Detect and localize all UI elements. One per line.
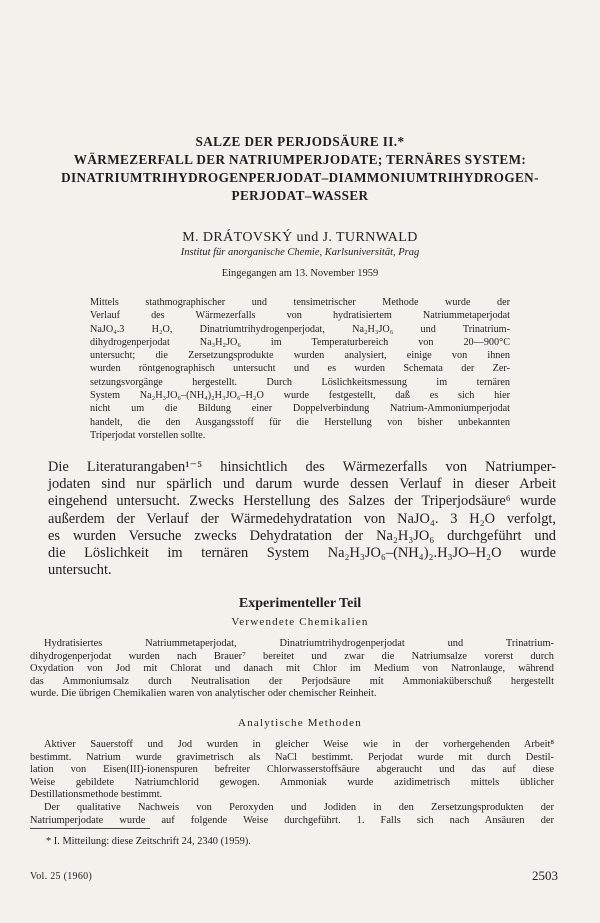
volume-label: Vol. 25 (1960)	[30, 871, 93, 882]
paragraph-line: Oxydation von Jod mit Chlorat und danach mit Chlor im Medium von Natronlauge, während	[30, 663, 554, 675]
title-line-3: DINATRIUMTRIHYDROGENPERJODAT–DIAMMONIUMTRIHYDROGEN-	[61, 170, 539, 185]
abstract	[90, 296, 510, 442]
paragraph-line: lation von Eisen(III)-ionenspuren befreiter Chlorwasserstoffsäure abgeraucht und das auf diese	[30, 764, 554, 776]
paragraph-line: Natriumperjodate wurde auf folgende Weise durchgeführt. 1. Falls sich nach Ansäuren der	[30, 814, 554, 826]
methods-paragraph	[30, 739, 554, 827]
abstract-line: System Na₂H₃JO₆–(NH₄)₂H₃JO₆–H₂O wurde festgestellt, daß es sich hier	[90, 390, 510, 402]
abstract-line: untersucht; die Zersetzungsprodukte wurden analysiert, einige von ihnen	[90, 350, 510, 362]
abstract-line: dihydrogenperjodat Na₃H₂JO₆ im Temperaturbereich von 20—900°C	[90, 336, 510, 348]
title-line-1: SALZE DER PERJODSÄURE II.*	[195, 134, 405, 149]
page-number: 2503	[532, 868, 558, 883]
paragraph-line: Hydratisiertes Natriummetaperjodat, Dinatriumtrihydrogenperjodat und Trinatrium-	[44, 638, 554, 649]
abstract-line: handelt, die den Ausgangsstoff für die Herstellung von bisher unbekannten	[90, 416, 510, 428]
abstract-line: Triperjodat vorstellen sollte.	[90, 429, 206, 441]
abstract-line: nicht um die Bildung einer Doppelverbindung Natrium-Ammoniumperjodat	[90, 403, 510, 415]
intro-line: außerdem der Verlauf der Wärmedehydratation von NaJO₄. 3 H₂O verfolgt,	[48, 510, 556, 527]
paragraph-line: Aktiver Sauerstoff und Jod wurden in gleicher Weise wie in der vorhergehenden Arbeit⁸	[44, 739, 554, 750]
title-line-2: WÄRMEZERFALL DER NATRIUMPERJODATE; TERNÄRES SYSTEM:	[73, 152, 527, 167]
intro-line: es wurden Versuche zwecks Dehydratation der Na₂H₃JO₆ durchgeführt und	[48, 527, 556, 544]
intro-line: eingehend untersucht. Zwecks Herstellung des Salzes der Triperjodsäure⁶ wurde	[48, 493, 556, 510]
paragraph-line: bestimmt. Natrium wurde gravimetrisch als NaCl bestimmt. Perjodat wurde mit durch Destil-	[30, 751, 554, 763]
paragraph-line: das Ammoniumsalz durch Neutralisation der Perjodsäure mit Ammoniaküberschuß hergestellt	[30, 675, 554, 687]
paragraph-line: Der qualitative Nachweis von Peroxyden und Jodiden in den Zersetzungsprodukten der	[44, 801, 554, 813]
abstract-line: NaJO₄.3 H₂O, Dinatriumtrihydrogenperjodat, Na₂H₃JO₆ und Trinatrium-	[90, 323, 510, 335]
abstract-line: Verlauf des Wärmezerfalls von hydratisiertem Natriummetaperjodat	[90, 310, 510, 322]
paragraph-line: dihydrogenperjodat wurden nach Brauer⁷ bereitet und zwar die Natriumsalze vorerst durch	[30, 650, 554, 662]
footnote: * I. Mitteilung: diese Zeitschrift 24, 2340 (1959).	[46, 836, 251, 847]
paragraph-line: Weise gebildete Natriumchlorid gewogen. Ammoniak wurde azidimetrisch mittels üblicher	[30, 776, 554, 788]
introduction	[48, 459, 556, 579]
institute: Institut für anorganische Chemie, Karlsuniversität, Prag	[180, 247, 420, 258]
authors: M. DRÁTOVSKÝ und J. TURNWALD	[182, 230, 418, 245]
intro-line: untersucht.	[48, 562, 112, 579]
received-date: Eingegangen am 13. November 1959	[221, 268, 379, 279]
intro-line: jodaten sind nur spärlich und darum wurde dessen Verlauf in dieser Arbeit	[48, 476, 556, 493]
chemicals-paragraph	[30, 638, 554, 701]
subsection-heading: Analytische Methoden	[238, 717, 362, 729]
abstract-line: wurden röntgenographisch untersucht und es wurden Schemata der Zer-	[90, 363, 510, 375]
subsection-heading: Verwendete Chemikalien	[231, 616, 369, 628]
intro-line: die Löslichkeit im ternären System Na₂H₃JO₆–(NH₄)₂.H₃JO–H₂O wurde	[48, 544, 556, 561]
section-heading: Experimenteller Teil	[238, 596, 362, 611]
paragraph-line: Destillationsmethode bestimmt.	[30, 789, 163, 801]
paragraph-line: wurde. Die übrigen Chemikalien waren von analytischer oder chemischer Reinheit.	[30, 688, 377, 700]
intro-line: Die Literaturangaben¹⁻⁵ hinsichtlich des Wärmezerfalls von Natriumper-	[48, 459, 557, 475]
footnote-divider	[30, 828, 150, 829]
title-line-4: PERJODAT–WASSER	[231, 188, 369, 203]
abstract-line: Mittels stathmographischer und tensimetrischer Methode wurde der	[90, 297, 510, 308]
abstract-line: setzungsvorgänge hergestellt. Durch Löslichkeitsmessung im ternären	[90, 376, 510, 388]
